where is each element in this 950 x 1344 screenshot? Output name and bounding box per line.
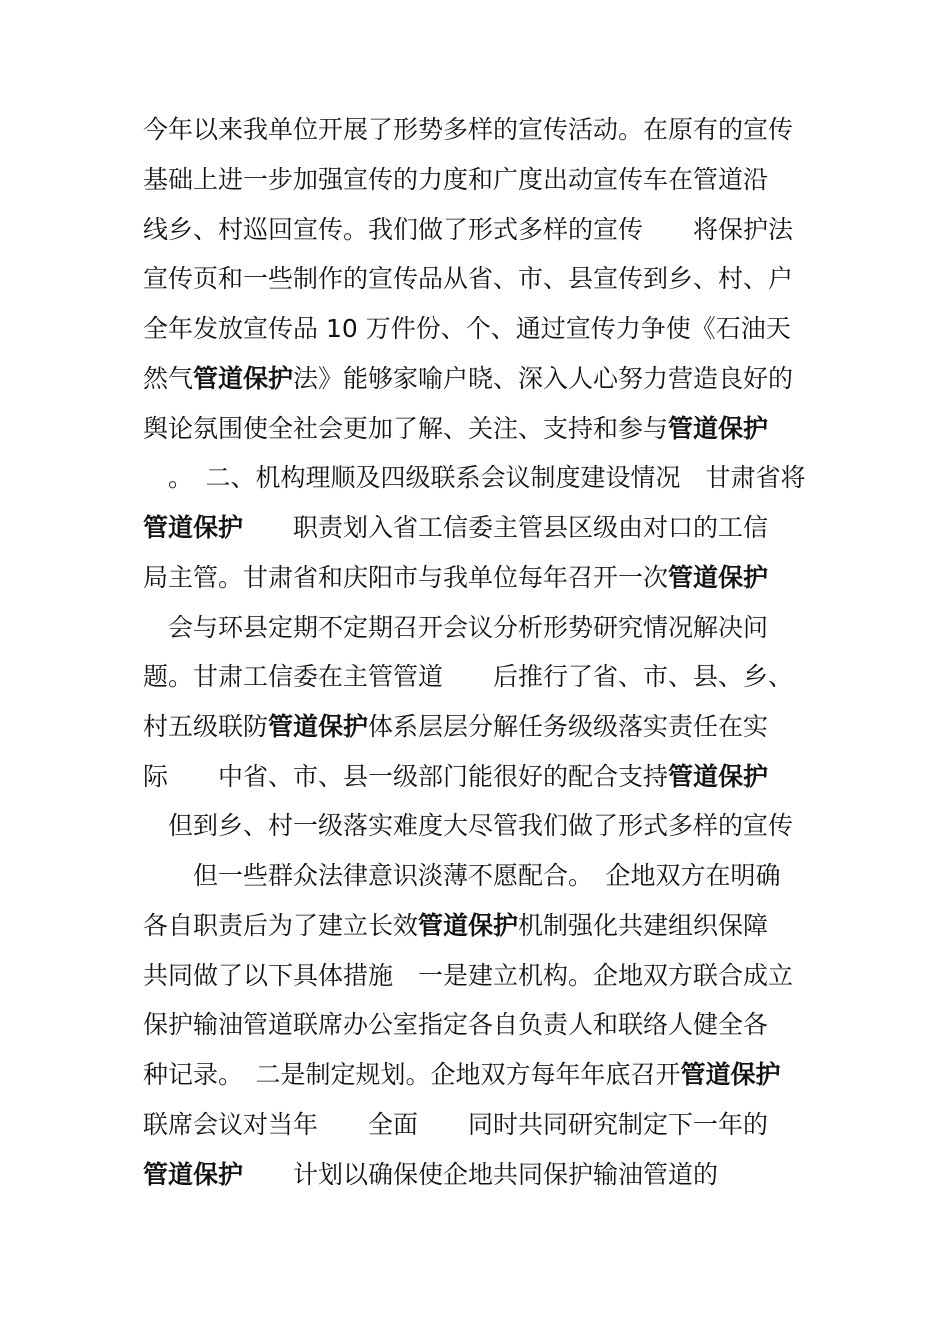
text-run: 题。甘肃工信委在主管管道 后推行了省、市、县、乡、 (143, 662, 794, 691)
text-run: 种记录。 二是制定规划。企地双方每年年底召开 (143, 1060, 681, 1089)
bold-keyword: 管道保护 (268, 712, 369, 741)
text-run: 体系层层分解任务级级落实责任在实 (368, 712, 769, 741)
text-run: 线乡、村巡回宣传。我们做了形式多样的宣传 将保护法 (143, 215, 794, 244)
text-line (143, 1155, 843, 1195)
text-line (143, 608, 843, 648)
text-run: 宣传页和一些制作的宣传品从省、市、县宣传到乡、村、户 (143, 264, 794, 293)
text-line (143, 259, 843, 299)
text-line (143, 160, 843, 200)
text-line (143, 409, 843, 449)
text-line (143, 110, 843, 150)
text-line (143, 359, 843, 399)
bold-keyword: 管道保护 (668, 414, 769, 443)
text-line (143, 757, 843, 797)
text-line (143, 309, 843, 349)
text-run: 但到乡、村一级落实难度大尽管我们做了形式多样的宣传 (143, 811, 794, 840)
text-line (143, 906, 843, 946)
bold-keyword: 管道保护 (143, 1160, 244, 1189)
text-line (143, 707, 843, 747)
text-run: 法》能够家喻户晓、深入人心努力营造良好的 (293, 364, 794, 393)
text-line (143, 558, 843, 598)
text-line (143, 856, 843, 896)
text-line (143, 508, 843, 548)
text-line (143, 806, 843, 846)
text-line (143, 956, 843, 996)
text-run: 机制强化共建组织保障 (518, 911, 769, 940)
text-run: 际 中省、市、县一级部门能很好的配合支持 (143, 762, 669, 791)
bold-keyword: 管道保护 (143, 513, 244, 542)
bold-keyword: 管道保护 (193, 364, 294, 393)
text-line (143, 657, 843, 697)
text-line (143, 458, 843, 498)
bold-keyword: 管道保护 (680, 1060, 781, 1089)
text-line (143, 210, 843, 250)
text-line (143, 1055, 843, 1095)
text-line (143, 1005, 843, 1045)
text-run: 但一些群众法律意识淡薄不愿配合。 企地双方在明确 (143, 861, 781, 890)
bold-keyword: 管道保护 (668, 762, 769, 791)
text-run: 村五级联防 (143, 712, 269, 741)
text-run: 保护输油管道联席办公室指定各自负责人和联络人健全各 (143, 1010, 769, 1039)
text-run: 然气 (143, 364, 194, 393)
bold-keyword: 管道保护 (418, 911, 519, 940)
text-run: 会与环县定期不定期召开会议分析形势研究情况解决问 (143, 613, 769, 642)
text-run: 局主管。甘肃省和庆阳市与我单位每年召开一次 (143, 563, 669, 592)
text-run: 职责划入省工信委主管县区级由对口的工信 (243, 513, 769, 542)
text-run: 联席会议对当年 全面 同时共同研究制定下一年的 (143, 1110, 769, 1139)
text-run: 今年以来我单位开展了形势多样的宣传活动。在原有的宣传 (143, 115, 794, 144)
text-run: 共同做了以下具体措施 一是建立机构。企地双方联合成立 (143, 961, 794, 990)
text-run: 。 二、机构理顺及四级联系会议制度建设情况 甘肃省将 (143, 463, 806, 492)
text-run: 舆论氛围使全社会更加了解、关注、支持和参与 (143, 414, 669, 443)
bold-keyword: 管道保护 (668, 563, 769, 592)
text-line (143, 1105, 843, 1145)
text-run: 基础上进一步加强宣传的力度和广度出动宣传车在管道沿 (143, 165, 769, 194)
text-run: 全年发放宣传品 10 万件份、个、通过宣传力争使《石油天 (143, 314, 791, 343)
text-run: 各自职责后为了建立长效 (143, 911, 419, 940)
text-run: 计划以确保使企地共同保护输油管道的 (243, 1160, 719, 1189)
